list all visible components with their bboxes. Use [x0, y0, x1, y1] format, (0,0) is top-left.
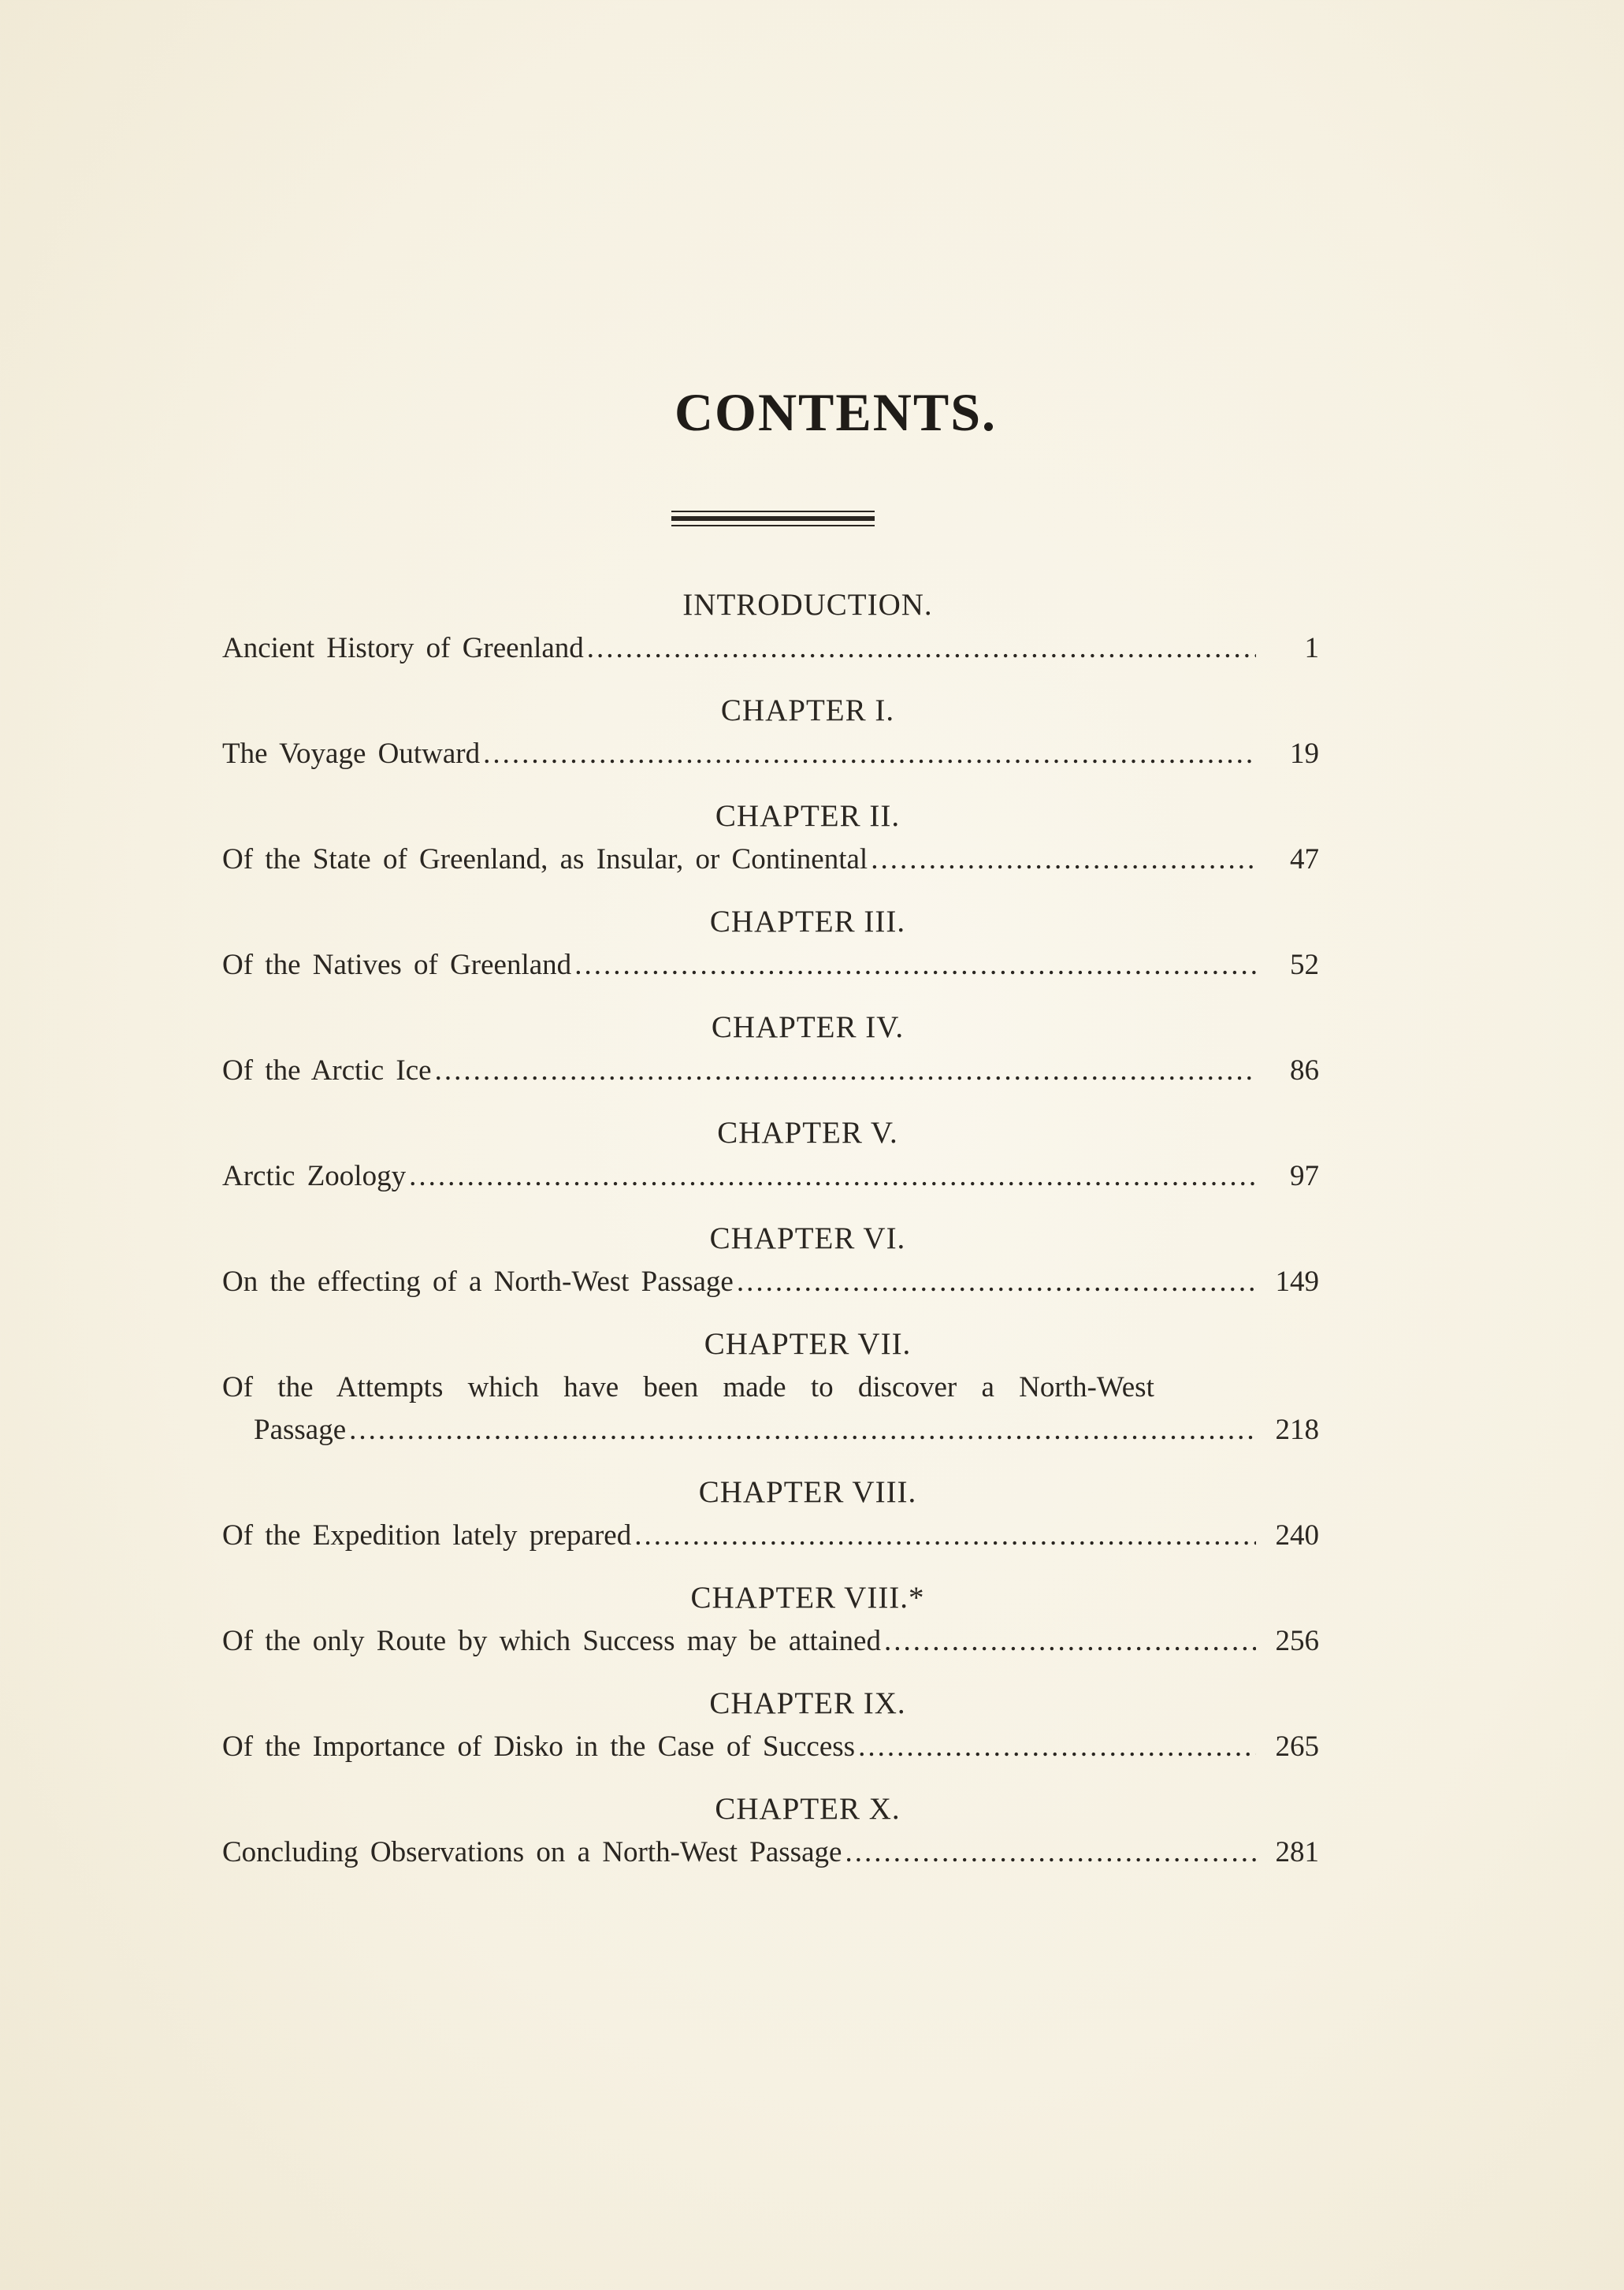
toc-entry — [222, 627, 1319, 670]
toc-entry — [222, 1831, 1319, 1874]
toc-section-chapter-1 — [222, 689, 1319, 775]
dot-leader — [634, 1515, 1256, 1557]
toc-section-chapter-4 — [222, 1006, 1319, 1092]
toc-entry — [222, 1050, 1319, 1092]
section-heading: CHAPTER VI. — [709, 1221, 906, 1255]
section-heading: CHAPTER VII. — [704, 1327, 912, 1361]
page-number: 52 — [1290, 949, 1319, 981]
toc-entry — [222, 1155, 1319, 1198]
title-rule-bottom — [671, 525, 875, 526]
entry-title: Ancient History of Greenland — [222, 632, 584, 664]
section-heading: CHAPTER I. — [720, 693, 895, 727]
dot-leader — [409, 1155, 1256, 1198]
toc-section-chapter-8-star — [222, 1576, 1319, 1663]
toc-section-chapter-3 — [222, 900, 1319, 987]
dot-leader — [349, 1409, 1256, 1452]
page-number: 19 — [1290, 738, 1319, 770]
toc-entry — [222, 944, 1319, 987]
entry-title: Of the Expedition lately prepared — [222, 1519, 632, 1552]
table-of-contents — [222, 583, 1319, 1874]
section-heading: CHAPTER VIII. — [698, 1475, 917, 1509]
dot-leader — [587, 627, 1256, 670]
dot-leader — [884, 1620, 1256, 1663]
section-heading: CHAPTER X. — [715, 1792, 901, 1826]
dot-leader — [574, 944, 1256, 987]
page-number: 1 — [1304, 632, 1319, 664]
toc-entry — [222, 1515, 1319, 1557]
toc-section-introduction — [222, 583, 1319, 670]
entry-title: Concluding Observations on a North-West Passage — [222, 1836, 842, 1868]
page-number: 86 — [1290, 1054, 1319, 1087]
entry-title: Of the State of Greenland, as Insular, or Continental — [222, 843, 868, 875]
entry-title: Of the Arctic Ice — [222, 1054, 432, 1087]
section-heading: CHAPTER VIII.* — [690, 1581, 925, 1615]
toc-entry — [222, 1620, 1319, 1663]
toc-section-chapter-10 — [222, 1787, 1319, 1874]
dot-leader — [858, 1726, 1256, 1768]
entry-title: Of the Natives of Greenland — [222, 949, 572, 981]
toc-section-chapter-8 — [222, 1470, 1319, 1557]
page-number: 218 — [1275, 1414, 1319, 1446]
page-number: 97 — [1290, 1160, 1319, 1192]
page-number: 47 — [1290, 843, 1319, 875]
section-heading: CHAPTER V. — [717, 1116, 898, 1150]
section-heading: CHAPTER IV. — [711, 1010, 905, 1044]
section-heading: CHAPTER II. — [715, 799, 901, 833]
entry-title: On the effecting of a North-West Passage — [222, 1266, 734, 1298]
entry-title: Arctic Zoology — [222, 1160, 407, 1192]
section-heading: CHAPTER III. — [709, 905, 906, 939]
dot-leader — [435, 1050, 1256, 1092]
toc-section-chapter-5 — [222, 1111, 1319, 1198]
page-number: 265 — [1275, 1731, 1319, 1763]
toc-entry — [222, 733, 1319, 775]
toc-entry — [222, 1726, 1319, 1768]
toc-section-chapter-6 — [222, 1217, 1319, 1303]
entry-title: Of the only Route by which Success may be attained — [222, 1625, 881, 1657]
toc-entry — [222, 1261, 1319, 1303]
page-number: 256 — [1275, 1625, 1319, 1657]
toc-entry — [222, 1409, 1319, 1452]
section-heading: INTRODUCTION. — [682, 588, 933, 622]
toc-section-chapter-9 — [222, 1682, 1319, 1768]
toc-entry — [222, 838, 1319, 881]
dot-leader — [737, 1261, 1256, 1303]
section-heading: CHAPTER IX. — [709, 1686, 906, 1720]
page-number: 281 — [1275, 1836, 1319, 1868]
toc-section-chapter-7 — [222, 1322, 1319, 1452]
dot-leader — [483, 733, 1256, 775]
title-rule-top — [671, 511, 875, 512]
title-rule-thick — [671, 516, 875, 521]
entry-title-line-2: Passage — [254, 1414, 347, 1446]
dot-leader — [871, 838, 1256, 881]
entry-title: The Voyage Outward — [222, 738, 481, 770]
page-title: CONTENTS. — [674, 382, 998, 442]
dot-leader — [845, 1831, 1256, 1874]
toc-section-chapter-2 — [222, 794, 1319, 881]
page-number: 240 — [1275, 1519, 1319, 1552]
entry-title: Of the Importance of Disko in the Case of Success — [222, 1731, 856, 1763]
page-number: 149 — [1275, 1266, 1319, 1298]
entry-title-line-1: Of the Attempts which have been made to discover a North-West — [222, 1371, 1154, 1403]
